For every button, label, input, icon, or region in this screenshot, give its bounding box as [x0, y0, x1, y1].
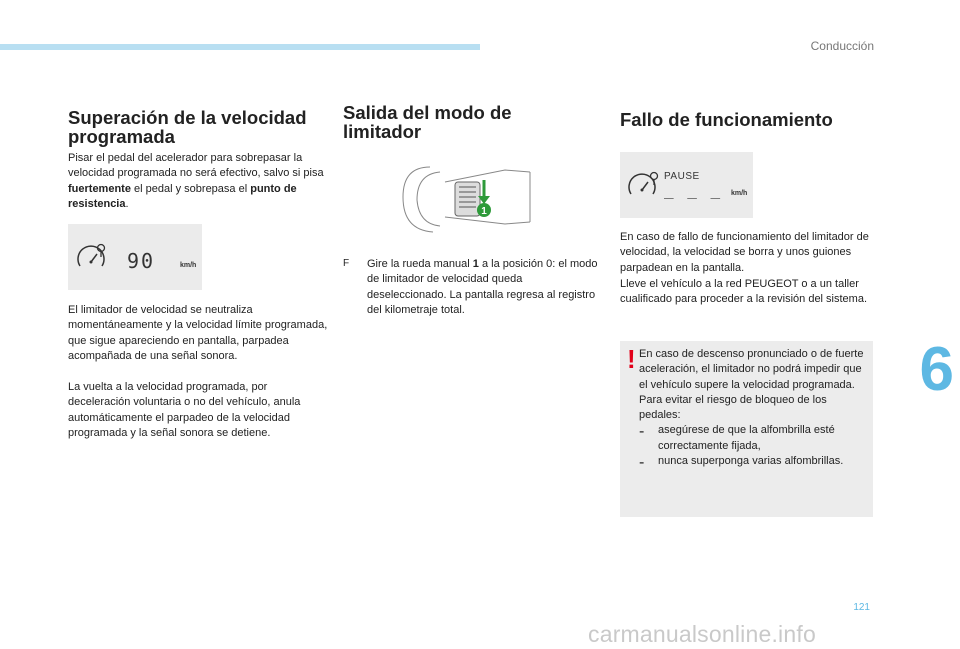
col2-bullet-text-a: Gire la rueda manual [367, 258, 473, 270]
col2-bullet-text-b: a la posición 0: el modo de limitador de velocidad queda deseleccionado. La pantalla regresa al registro del kilometraje total. [367, 258, 598, 316]
warning-list-item: - nunca superponga varias alfombrillas. [639, 454, 844, 472]
col1-paragraph-1 [68, 151, 330, 212]
header-accent-bar [0, 44, 480, 50]
col2-title [343, 103, 603, 141]
bullet-symbol: F [343, 258, 350, 269]
pause-label: PAUSE [664, 171, 700, 182]
steering-stalk-illustration [395, 162, 535, 237]
col2-title-line2: limitador [343, 121, 422, 142]
chapter-number: 6 [919, 335, 954, 404]
col3-paragraph-1: En caso de fallo de funcionamiento del limitador de velocidad, la velocidad se borra y unos guiones parpadean en la pantalla. [620, 231, 869, 274]
col1-p1-bold-2: punto de resistencia [68, 182, 297, 210]
col1-p1-text-c: . [125, 197, 129, 210]
col1-paragraph-3: La vuelta a la velocidad programada, por deceleración voluntaria o no del vehículo, anula automáticamente el parpadeo de la velocidad programada y la señal sonora se detiene. [68, 381, 301, 439]
dash-marker: - [639, 423, 645, 441]
col1-paragraph-2: El limitador de velocidad se neutraliza momentáneamente y la velocidad límite programada, que sigue apareciendo en pantalla, parpadea acompañada de una señal sonora. [68, 304, 328, 362]
speed-display [68, 224, 202, 290]
col1-p1-bold-1: fuertemente [68, 182, 131, 195]
warning-paragraph-2: Para evitar el riesgo de bloqueo de los pedales: [639, 393, 827, 422]
col3-title: Fallo de funcionamiento [620, 109, 833, 130]
speed-unit: km/h [180, 262, 197, 269]
fault-display [620, 152, 753, 218]
warning-icon: ! [627, 344, 636, 374]
speed-dashes: _ _ _ [664, 180, 723, 199]
speed-unit: km/h [731, 190, 748, 197]
page-number: 121 [853, 602, 870, 613]
speed-value: 90 [127, 249, 156, 273]
col2-bullet-bold: 1 [472, 258, 479, 270]
warning-list-item: - asegúrese de que la alfombrilla esté correctamente fijada, [639, 423, 867, 454]
warning-paragraph-1: En caso de descenso pronunciado o de fuerte aceleración, el limitador no podrá impedir que el vehículo supere la velocidad programada. [639, 348, 864, 391]
col3-paragraph-2: Lleve el vehículo a la red PEUGEOT o a un taller cualificado para proceder a la revisión del sistema. [620, 278, 868, 306]
col1-title [68, 108, 330, 146]
col2-title-line1: Salida del modo de [343, 102, 512, 123]
col2-bullet [343, 257, 603, 318]
warning-box [620, 341, 873, 517]
callout-1: 1 [481, 206, 487, 217]
col1-p1-text-b: el pedal y sobrepasa el [130, 182, 251, 195]
col1-title-line1: Superación de la velocidad [68, 107, 307, 128]
dash-marker: - [639, 454, 645, 472]
col1-p1-text-a: Pisar el pedal del acelerador para sobrepasar la velocidad programada no será efectivo, salvo si pisa [68, 152, 324, 180]
section-title: Conducción [810, 39, 874, 53]
watermark: carmanualsonline.info [588, 621, 816, 647]
col1-title-line2: programada [68, 126, 175, 147]
